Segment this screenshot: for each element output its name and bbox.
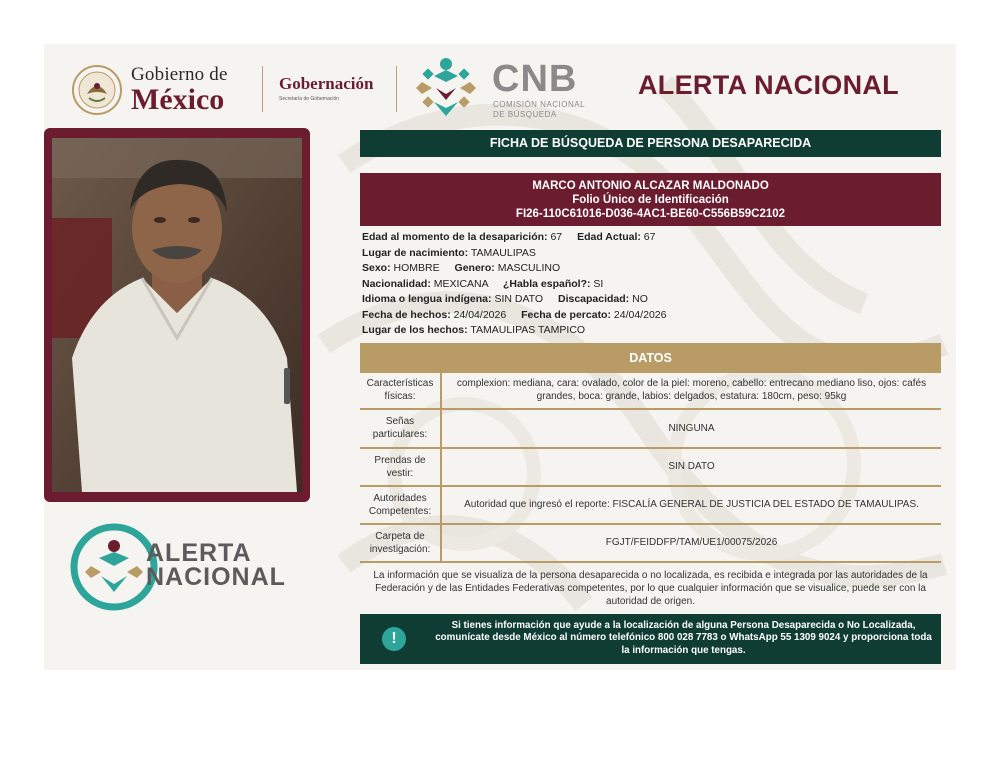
gobierno-mexico-logo (71, 60, 251, 120)
field-label: Lugar de nacimiento: (362, 246, 469, 259)
gobernacion-subtitle: Secretaría de Gobernación (279, 96, 340, 102)
person-photo (52, 138, 302, 492)
gobierno-line1: Gobierno de (131, 64, 228, 85)
wordmark-line1: ALERTA (146, 539, 252, 567)
field-value: MEXICANA (433, 277, 489, 290)
table-row (360, 448, 941, 486)
row-label: Carpeta de investigación: (360, 524, 441, 562)
cnb-emblem-icon (410, 52, 482, 124)
details-column (360, 130, 941, 664)
cnb-line1: COMISIÓN NACIONAL (493, 100, 586, 109)
row-value: FGJT/FEIDDFP/TAM/UE1/00075/2026 (441, 524, 941, 562)
datos-table (360, 373, 941, 563)
info-row (362, 261, 941, 277)
info-row (362, 246, 941, 262)
folio-label: Folio Único de Identificación (572, 194, 729, 206)
row-label: Señas particulares: (360, 409, 441, 448)
escudo-icon (71, 64, 123, 116)
field-label: Lugar de los hechos: (362, 324, 468, 336)
row-value: complexion: mediana, cara: ovalado, color de la piel: moreno, cabello: entrecano mediano liso, ojos: cafés grandes, boca: grande, labios: delgados, estatura: 180cm, peso: 95kg (441, 373, 941, 409)
field-label: Fecha de hechos: (362, 308, 451, 321)
field-label: Sexo: (362, 262, 391, 274)
field-value: NO (632, 293, 648, 305)
gobernacion-title: Gobernación (279, 74, 374, 93)
row-label: Prendas de vestir: (360, 448, 441, 486)
divider (396, 66, 397, 112)
wordmark-line2: NACIONAL (146, 563, 286, 591)
field-value: SIN DATO (494, 293, 544, 305)
search-card (44, 44, 956, 670)
field-value: 67 (550, 231, 563, 243)
field-value: 67 (643, 231, 656, 243)
field-label: Edad Actual: (577, 231, 641, 243)
field-label: Idioma o lengua indígena: (362, 293, 492, 305)
field-value: 24/04/2026 (613, 308, 667, 321)
page-title: ALERTA NACIONAL (638, 70, 899, 100)
person-header (360, 173, 941, 226)
alerta-nacional-wordmark (146, 541, 286, 589)
field-value: TAMAULIPAS TAMPICO (470, 324, 586, 336)
table-row (360, 486, 941, 524)
field-label: Discapacidad: (557, 293, 630, 305)
contact-text: Si tienes información que ayude a la localización de alguna Persona Desaparecida o No Localizada, comunícate desde México al número telefónico 800 028 7783 o WhatsApp 55 1309 9024 y proporciona toda la información que tengas. (435, 619, 932, 656)
disclaimer-text: La información que se visualiza de la persona desaparecida o no localizada, es recibida e integrada por las autoridades de la Federación y de las Entidades Federativas competentes, por lo que cualquier información que se visualice, puede ser con la autoridad de origen. (373, 569, 928, 607)
gobierno-line2: México (131, 83, 225, 116)
info-row (362, 292, 941, 308)
info-row (362, 323, 941, 339)
table-row (360, 409, 941, 448)
person-info (360, 230, 941, 339)
row-label: Autoridades Competentes: (360, 486, 441, 524)
field-value: HOMBRE (393, 262, 440, 274)
cnb-line2: DE BÚSQUEDA (493, 110, 557, 119)
field-value: TAMAULIPAS (470, 246, 536, 259)
cnb-acronym: CNB (492, 58, 578, 100)
table-row (360, 524, 941, 562)
info-row (362, 230, 941, 246)
row-value: NINGUNA (441, 409, 941, 448)
row-value: Autoridad que ingresó el reporte: FISCALÍA GENERAL DE JUSTICIA DEL ESTADO DE TAMAULIPAS. (441, 486, 941, 524)
field-value: 24/04/2026 (453, 308, 507, 321)
row-label: Características físicas: (360, 373, 441, 409)
field-label: ¿Habla español?: (502, 277, 591, 290)
divider (262, 66, 263, 112)
field-value: SI (593, 277, 604, 290)
contact-banner (360, 614, 941, 664)
cnb-fullname (493, 100, 585, 120)
exclamation-icon: ! (382, 627, 406, 651)
ficha-title: FICHA DE BÚSQUEDA DE PERSONA DESAPARECIDA (360, 130, 941, 157)
datos-header: DATOS (360, 343, 941, 373)
folio-value: FI26-110C61016-D036-4AC1-BE60-C556B59C2102 (515, 208, 786, 220)
field-label: Nacionalidad: (362, 277, 431, 290)
field-value: MASCULINO (497, 262, 561, 274)
field-label: Edad al momento de la desaparición: (362, 231, 548, 243)
table-row (360, 373, 941, 409)
row-value: SIN DATO (441, 448, 941, 486)
field-label: Fecha de percato: (521, 308, 611, 321)
person-name: MARCO ANTONIO ALCAZAR MALDONADO (532, 180, 769, 192)
info-row (362, 308, 941, 324)
gobernacion-logo (279, 74, 373, 102)
info-row (362, 277, 941, 293)
field-label: Genero: (454, 262, 495, 274)
